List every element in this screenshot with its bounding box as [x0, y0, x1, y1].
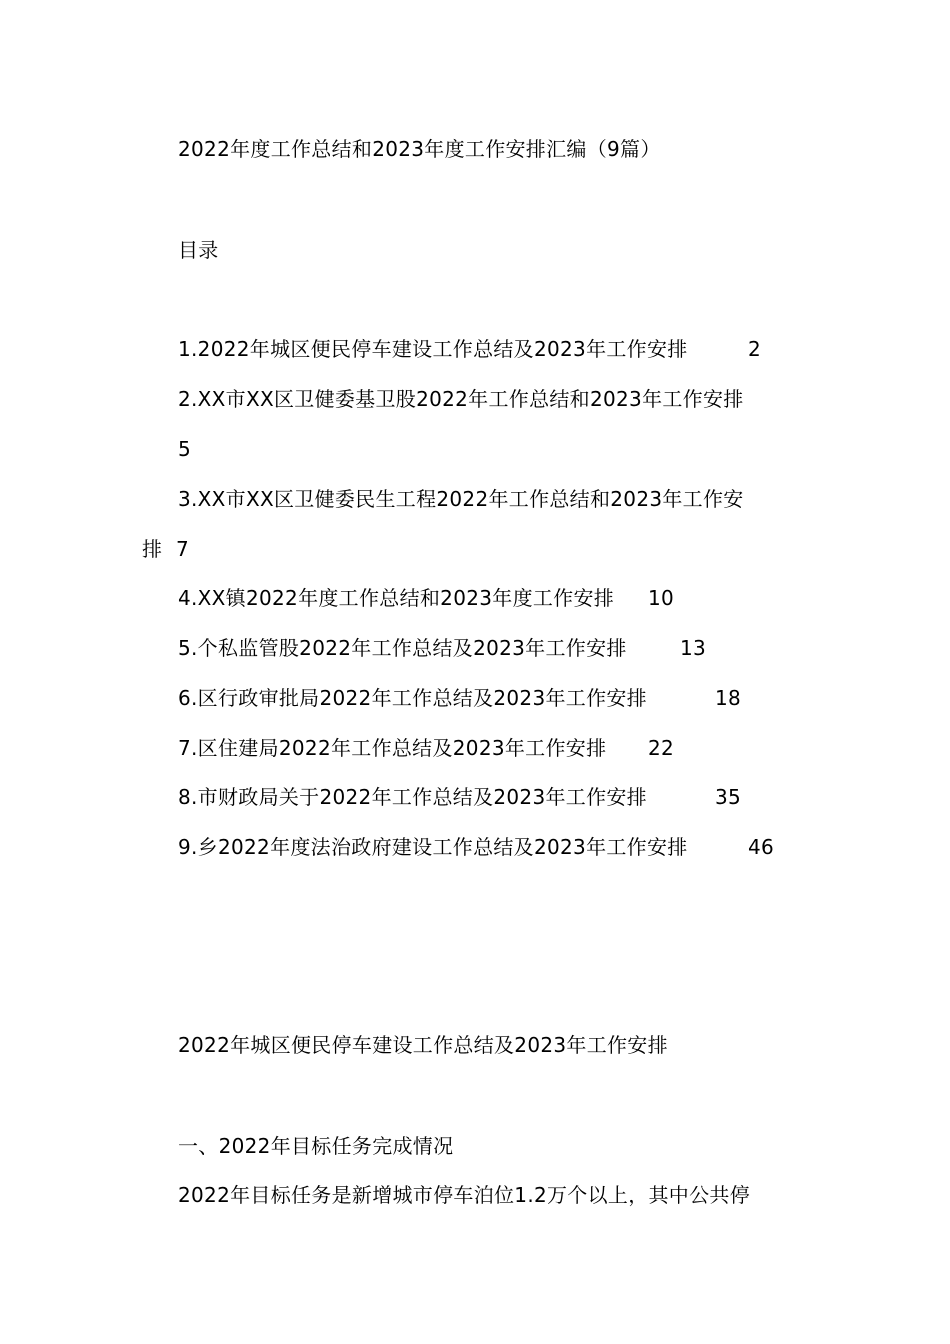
toc-item-title: 6.区行政审批局2022年工作总结及2023年工作安排	[178, 686, 647, 710]
toc-item-8[interactable]	[178, 784, 647, 810]
toc-item-2[interactable]	[178, 386, 744, 412]
toc-item-title: 8.市财政局关于2022年工作总结及2023年工作安排	[178, 785, 647, 809]
toc-item-page: 10	[648, 586, 675, 610]
toc-item-title-continued: 排	[142, 537, 163, 561]
toc-item-5[interactable]	[178, 635, 627, 661]
toc-item-7[interactable]	[178, 735, 606, 761]
toc-item-3[interactable]	[178, 486, 744, 512]
toc-item-title: 9.乡2022年度法治政府建设工作总结及2023年工作安排	[178, 835, 688, 859]
toc-item-1[interactable]	[178, 336, 688, 362]
section-title: 2022年城区便民停车建设工作总结及2023年工作安排	[178, 1033, 668, 1057]
toc-item-page: 46	[748, 835, 775, 859]
toc-item-page: 18	[715, 686, 742, 710]
body-paragraph: 2022年目标任务是新增城市停车泊位1.2万个以上，其中公共停	[178, 1183, 751, 1207]
toc-item-page: 5	[178, 437, 192, 461]
toc-item-6[interactable]	[178, 685, 647, 711]
toc-item-4[interactable]	[178, 585, 614, 611]
toc-item-page: 22	[648, 736, 675, 760]
toc-item-title: 5.个私监管股2022年工作总结及2023年工作安排	[178, 636, 627, 660]
toc-heading: 目录	[178, 238, 219, 262]
toc-item-page: 7	[176, 537, 190, 561]
document-title: 2022年度工作总结和2023年度工作安排汇编（9篇）	[178, 137, 661, 161]
toc-item-9[interactable]	[178, 834, 688, 860]
subsection-title: 一、2022年目标任务完成情况	[178, 1134, 454, 1158]
toc-item-title: 2.XX市XX区卫健委基卫股2022年工作总结和2023年工作安排	[178, 387, 744, 411]
toc-item-page: 35	[715, 785, 742, 809]
toc-item-page: 2	[748, 337, 762, 361]
toc-item-page: 13	[680, 636, 707, 660]
toc-item-title: 7.区住建局2022年工作总结及2023年工作安排	[178, 736, 607, 760]
toc-item-title: 3.XX市XX区卫健委民生工程2022年工作总结和2023年工作安	[178, 487, 744, 511]
toc-item-title: 4.XX镇2022年度工作总结和2023年度工作安排	[178, 586, 615, 610]
toc-item-title: 1.2022年城区便民停车建设工作总结及2023年工作安排	[178, 337, 688, 361]
